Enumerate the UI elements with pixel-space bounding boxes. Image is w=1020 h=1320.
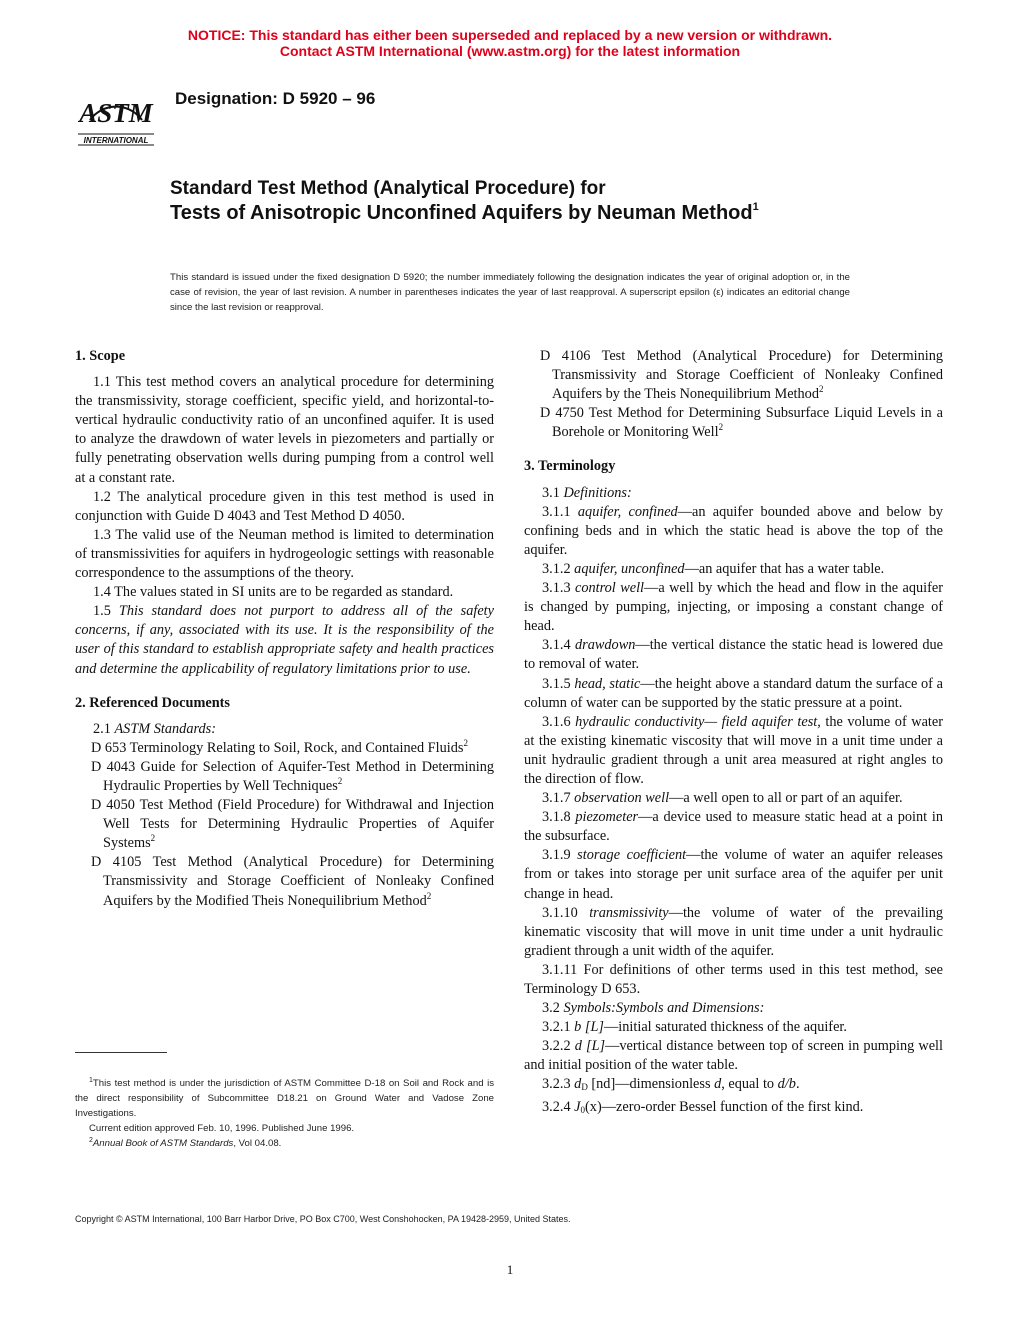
ref-d4750-text: D 4750 Test Method for Determining Subsurface Liquid Levels in a Borehole or Monitoring Well	[540, 405, 943, 441]
term-def-num: 3.1.10	[542, 904, 578, 921]
ref-d4050-text: D 4050 Test Method (Field Procedure) for Withdrawal and Injection Well Tests for Determining Hydraulic Properties of Aquifer Systems	[91, 797, 494, 852]
term-def-num: 3.1.8	[542, 809, 571, 826]
term-def-num: 3.1.9	[542, 847, 571, 864]
designation: Designation: D 5920 – 96	[175, 89, 376, 108]
symbol-d-num: 3.2.2	[542, 1038, 571, 1055]
symbol-dd-sub: D	[581, 1082, 588, 1093]
term-def-term: transmissivity	[589, 904, 669, 921]
term-def-text: —an aquifer bounded above and below by confining beds and in which the static head is above the top of the aquifer.	[524, 503, 943, 558]
term-def-text: —a well open to all or part of an aquifer.	[669, 790, 903, 807]
term-def-term: aquifer, confined	[577, 503, 678, 520]
term-def	[524, 579, 943, 636]
term-def	[524, 503, 943, 560]
ref-d4106	[524, 347, 943, 404]
symbol-dd-eq: d/b	[777, 1076, 796, 1093]
refdocs-2-1-label: ASTM Standards:	[114, 720, 216, 737]
title-line-2	[170, 201, 810, 226]
term-3-1-num: 3.1	[542, 484, 560, 501]
scope-1-2: 1.2 The analytical procedure given in this test method is used in conjunction with Guide D 4043 and Test Method D 4050.	[75, 488, 494, 524]
page-number: 1	[506, 1262, 514, 1277]
footnote-2-title: Annual Book of ASTM Standards	[92, 1138, 234, 1149]
copyright: Copyright © ASTM International, 100 Barr Harbor Drive, PO Box C700, West Conshohocken, PA 19428-2959, United States.	[75, 1214, 571, 1224]
footnote-1	[75, 1076, 494, 1121]
footnote-1-text: This test method is under the jurisdiction of ASTM Committee D-18 on Soil and Rock and is the direct responsibility of Subcommittee D18.21 on Ground Water and Vadose Zone Investigations.	[75, 1078, 494, 1119]
term-def-num: 3.1.4	[542, 637, 571, 654]
symbol-b	[524, 1018, 943, 1037]
scope-1-1: 1.1 This test method covers an analytical procedure for determining the transmissivity, storage coefficient, specific yield, and horizontal-to-vertical hydraulic conductivity ratio of an unconfined aquifer. It is used to analyze the drawdown of water levels in piezometers and partially or fully penetrating observation wells during pumping from a control well at a constant rate.	[75, 374, 494, 486]
footnote-1b: Current edition approved Feb. 10, 1996. Published June 1996.	[89, 1123, 355, 1134]
ref-d4105-sup: 2	[426, 890, 432, 901]
symbol-dd-mid: , equal to	[721, 1076, 778, 1093]
term-def	[524, 961, 943, 999]
refdocs-2-1	[75, 720, 494, 739]
scope-1-5-num: 1.5	[93, 603, 111, 620]
footnote-2-rest: , Vol 04.08.	[233, 1138, 282, 1149]
term-def	[524, 675, 943, 713]
ref-d4106-sup: 2	[818, 384, 824, 395]
scope-1-5	[75, 602, 494, 678]
ref-d4043-text: D 4043 Guide for Selection of Aquifer-Test Method in Determining Hydraulic Properties by Well Techniques	[91, 758, 494, 794]
scope-1-5-text: This standard does not purport to address all of the safety concerns, if any, associated with its use. It is the responsibility of the user of this standard to establish appropriate safety and health practices and determine the applicability of regulatory limitations prior to use.	[75, 603, 494, 677]
title-line-2-text: Tests of Anisotropic Unconfined Aquifers by Neuman Method	[170, 202, 753, 224]
ref-d653-text: D 653 Terminology Relating to Soil, Rock, and Contained Fluids	[91, 739, 464, 756]
term-def-term: aquifer, unconfined	[574, 560, 685, 577]
term-def-term: hydraulic conductivity— field aquifer test	[575, 713, 818, 730]
symbol-dd-num: 3.2.3	[542, 1076, 571, 1093]
term-def-term: piezometer	[575, 809, 639, 826]
symbol-d-sym: d [L]	[574, 1038, 606, 1055]
refdocs-2-1-num: 2.1	[93, 720, 111, 737]
term-def	[524, 846, 943, 903]
term-def-text: For definitions of other terms used in this test method, see Terminology D 653.	[524, 961, 943, 997]
symbol-dd-var: d	[714, 1076, 722, 1093]
ref-d4105	[75, 853, 494, 910]
symbol-j0-text: —zero-order Bessel function of the first kind.	[601, 1098, 864, 1115]
term-def-term: storage coefficient	[577, 847, 687, 864]
term-3-1	[524, 484, 943, 503]
ref-d653-sup: 2	[463, 737, 468, 748]
term-def-text: —a well by which the head and flow in the aquifer is changed by pumping, injecting, or imposing a constant change of head.	[524, 580, 944, 635]
ref-d653	[75, 739, 494, 758]
term-def	[524, 904, 943, 961]
ref-d4050	[75, 796, 494, 853]
ref-d4750	[524, 404, 943, 442]
term-def-term: drawdown	[575, 637, 636, 654]
symbol-dd	[524, 1075, 943, 1097]
footnote-2	[75, 1136, 494, 1151]
term-3-1-label: Definitions:	[563, 484, 632, 501]
title-line-1: Standard Test Method (Analytical Procedure) for	[170, 178, 606, 199]
term-def-num: 3.1.2	[542, 560, 571, 577]
term-def-num: 3.1.3	[542, 580, 571, 597]
logo-subtext: INTERNATIONAL	[83, 136, 149, 145]
symbol-dd-end: .	[795, 1076, 800, 1093]
term-def	[524, 713, 943, 789]
issuance-statement: This standard is issued under the fixed designation D 5920; the number immediately following the designation indicates the year of original adoption or, in the case of revision, the year of last revision. A number in parentheses indicates the year of last reapproval. A superscript epsilon (ε) indicates an editorial change since the last revision or reapproval.	[170, 272, 850, 313]
term-def-text: —a device used to measure static head at a point in the subsurface.	[524, 809, 944, 845]
term-def-num: 3.1.7	[542, 790, 571, 807]
astm-logo	[68, 76, 164, 150]
symbol-d	[524, 1037, 943, 1075]
document-title	[170, 176, 810, 226]
symbol-j0-num: 3.2.4	[542, 1098, 571, 1115]
term-def-term: observation well	[574, 790, 670, 807]
term-def-num: 3.1.6	[542, 713, 571, 730]
symbol-j0	[524, 1098, 943, 1120]
term-def-text: —the height above a standard datum the surface of a column of water can be supported by the static pressure at a point.	[524, 675, 944, 711]
term-def-num: 3.1.5	[542, 675, 571, 692]
term-def-num: 3.1.1	[542, 503, 571, 520]
term-def	[524, 789, 943, 808]
term-def-text: —the vertical distance the static head is lowered due to removal of water.	[524, 637, 943, 673]
symbol-d-text: —vertical distance between top of screen in pumping well and initial position of the water table.	[524, 1038, 943, 1074]
footnotes	[75, 1076, 494, 1151]
footnote-2-mark: 2	[89, 1137, 93, 1144]
scope-1-4: 1.4 The values stated in SI units are to be regarded as standard.	[93, 584, 454, 601]
symbols-label: Symbols:Symbols and Dimensions:	[563, 1000, 765, 1017]
title-footnote-mark: 1	[752, 201, 759, 213]
symbol-dd-sym: d	[574, 1076, 582, 1093]
symbol-b-sym: b [L]	[574, 1019, 604, 1036]
ref-d4106-text: D 4106 Test Method (Analytical Procedure) for Determining Transmissivity and Storage Coefficient of Nonleaky Confined Aquifers by the Theis Nonequilibrium Method	[540, 348, 943, 403]
ref-d4750-sup: 2	[718, 422, 724, 433]
term-def	[524, 636, 943, 674]
ref-d4105-text: D 4105 Test Method (Analytical Procedure) for Determining Transmissivity and Storage Coefficient of Nonleaky Confined Aquifers by the Modified Theis Nonequilibrium Method	[91, 854, 494, 909]
notice-line-1: NOTICE: This standard has either been superseded and replaced by a new version or withdrawn.	[187, 27, 833, 43]
term-def-num: 3.1.11	[542, 961, 578, 978]
term-def-term: head, static	[574, 675, 641, 692]
term-def-text: , the volume of water at the existing kinematic viscosity that will move in a unit time under a unit hydraulic gradient through a unit area measured at right angles to the direction of flow.	[524, 713, 943, 787]
symbols-3-2	[524, 999, 943, 1018]
term-def-text: —the volume of water of the prevailing kinematic viscosity that will move in unit time under a unit hydraulic gradient through a unit width of the aquifer.	[524, 904, 943, 959]
term-def	[524, 808, 943, 846]
term-def-term: control well	[575, 580, 645, 597]
term-def-text: —an aquifer that has a water table.	[684, 560, 885, 577]
scope-heading: 1. Scope	[75, 348, 126, 364]
ref-d4050-sup: 2	[150, 833, 156, 844]
logo-text: ASTM	[79, 98, 153, 128]
left-column	[75, 345, 494, 911]
symbol-j0-sub: 0	[580, 1104, 586, 1115]
footnote-divider	[75, 1052, 167, 1053]
symbol-dd-dim: [nd]—dimensionless	[587, 1076, 715, 1093]
right-column	[524, 347, 943, 1120]
symbol-j0-sym: J	[574, 1098, 581, 1115]
terminology-heading: 3. Terminology	[524, 458, 616, 475]
notice-banner	[0, 27, 1020, 59]
term-def-text: —the volume of water an aquifer releases from or takes into storage per unit surface area of the aquifer per unit change in head.	[524, 847, 943, 902]
term-def	[524, 560, 943, 579]
scope-1-3: 1.3 The valid use of the Neuman method is limited to determination of transmissivities for aquifers in hydrogeologic settings with reasonable correspondence to the assumptions of the theory.	[75, 526, 494, 582]
notice-line-2: Contact ASTM International (www.astm.org) for the latest information	[279, 43, 741, 59]
symbol-j0-arg: (x)	[585, 1098, 602, 1115]
symbols-num: 3.2	[542, 1000, 560, 1017]
ref-d4043	[75, 758, 494, 796]
symbol-b-text: —initial saturated thickness of the aquifer.	[603, 1019, 847, 1036]
footnote-1-mark: 1	[89, 1077, 93, 1084]
refdocs-heading: 2. Referenced Documents	[75, 694, 230, 711]
ref-d4043-sup: 2	[337, 775, 343, 786]
symbol-b-num: 3.2.1	[542, 1019, 571, 1036]
